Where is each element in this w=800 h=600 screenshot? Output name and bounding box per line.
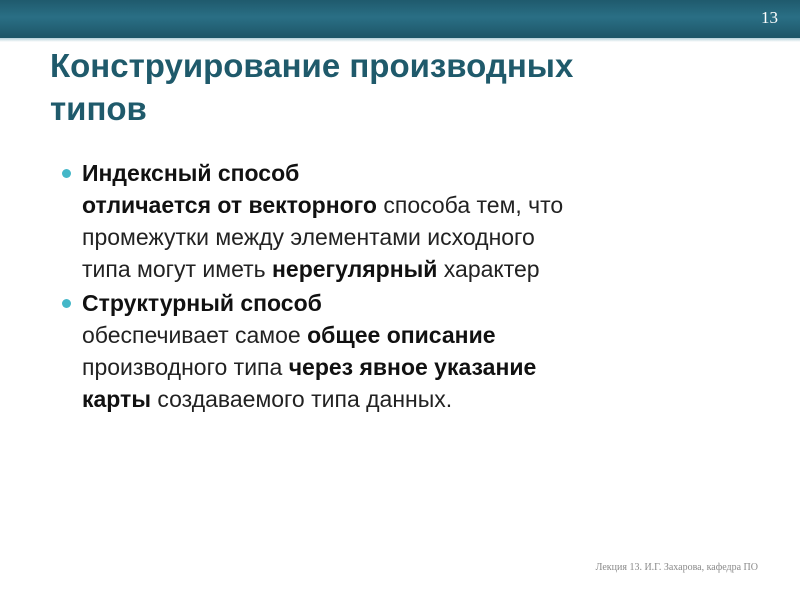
bullet-line [82, 319, 760, 351]
bullet-line [82, 189, 760, 221]
bullet-line [82, 157, 760, 189]
text-run: промежутки между элементами исходного [82, 224, 535, 250]
page-number: 13 [761, 8, 778, 27]
title-line-1: Конструирование производных [50, 47, 574, 84]
text-run: способа тем, что [376, 192, 564, 218]
text-run: отличается от векторного [82, 192, 377, 218]
bullet-dot-icon [62, 169, 71, 178]
text-run: через явное указание [288, 354, 537, 380]
bullet-list [60, 157, 760, 417]
text-run: Структурный способ [82, 290, 322, 316]
bullet-item-index-method [60, 157, 760, 285]
footer-text: Лекция 13. И.Г. Захарова, кафедра ПО [595, 562, 758, 573]
text-run: характер [437, 256, 540, 282]
text-run: обеспечивает самое [82, 322, 308, 348]
bullet-line [82, 221, 760, 253]
header-bar-shadow [0, 38, 800, 42]
bullet-line [82, 383, 760, 415]
text-run: общее описание [307, 322, 496, 348]
bullet-item-structural-method [60, 287, 760, 415]
text-run: создаваемого типа данных. [150, 386, 453, 412]
bullet-line [82, 253, 760, 285]
header-bar [0, 0, 800, 38]
text-run: карты [82, 386, 151, 412]
title-line-2: типов [50, 90, 147, 127]
bullet-line [82, 287, 760, 319]
slide-title [50, 44, 770, 130]
bullet-dot-icon [62, 299, 71, 308]
bullet-line [82, 351, 760, 383]
text-run: Индексный способ [82, 160, 300, 186]
text-run: нерегулярный [272, 256, 438, 282]
text-run: производного типа [82, 354, 289, 380]
text-run: типа могут иметь [82, 256, 273, 282]
